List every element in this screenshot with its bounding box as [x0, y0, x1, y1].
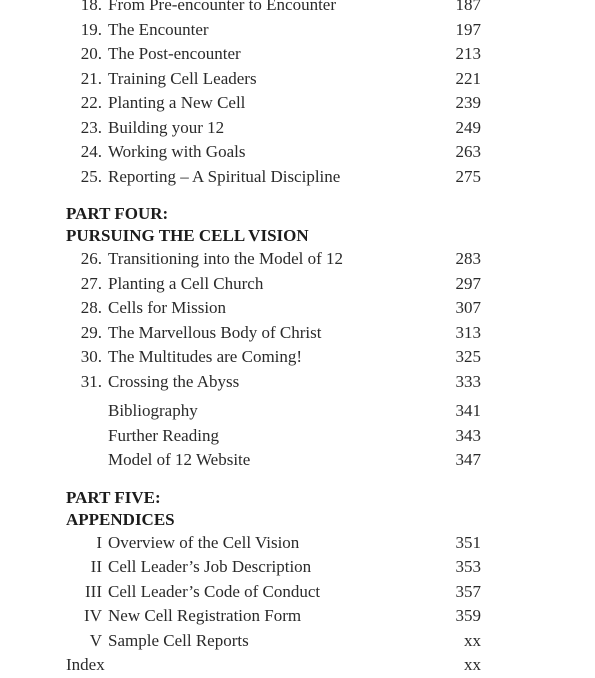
toc-entry[interactable] [66, 116, 486, 141]
page-number: 351 [455, 532, 481, 552]
page-number: 357 [455, 581, 481, 601]
toc-entry[interactable] [66, 0, 486, 18]
back-matter-title: Model of 12 Website [108, 450, 251, 469]
toc-entry[interactable] [66, 604, 486, 629]
toc-entry[interactable] [66, 555, 486, 580]
back-matter-title: Bibliography [108, 401, 198, 420]
page-number: xx [464, 630, 481, 650]
chapter-title: Working with Goals [108, 142, 246, 161]
chapter-number: 27. [80, 273, 102, 293]
toc-entry[interactable] [66, 424, 486, 449]
page-number: 325 [455, 347, 481, 366]
toc-entry[interactable] [66, 67, 486, 92]
chapter-number: 28. [80, 298, 102, 317]
toc-entry[interactable] [66, 247, 486, 272]
chapter-title: The Post-encounter [108, 44, 241, 63]
chapter-title: Transitioning into the Model of 12 [108, 249, 344, 268]
chapter-title: The Marvellous Body of Christ [108, 322, 322, 342]
chapter-title: Planting a New Cell [108, 93, 246, 112]
part-label: PART FIVE: [66, 487, 161, 507]
page-number: 263 [455, 142, 481, 161]
toc-entry[interactable] [66, 580, 486, 605]
page-number: 333 [455, 371, 481, 391]
toc-entry[interactable] [66, 629, 486, 654]
page-number: 239 [455, 93, 481, 112]
page-number: xx [464, 655, 481, 674]
toc-entry[interactable] [66, 531, 486, 556]
chapter-title: Crossing the Abyss [108, 371, 240, 391]
toc-entry[interactable] [66, 399, 486, 424]
appendix-title: Sample Cell Reports [108, 630, 249, 650]
chapter-number: 30. [80, 347, 102, 366]
appendix-number: III [85, 581, 102, 601]
chapter-number: 25. [80, 166, 102, 186]
chapter-title: Cells for Mission [108, 298, 227, 317]
toc-entry[interactable] [66, 272, 486, 297]
toc-entry[interactable] [66, 18, 486, 43]
chapter-number: 31. [80, 371, 102, 391]
toc-entry[interactable] [66, 653, 486, 678]
page-number: 341 [455, 401, 481, 420]
chapter-number: 26. [80, 249, 102, 268]
page-number: 197 [455, 19, 481, 39]
back-matter-title: Further Reading [108, 425, 219, 445]
appendix-title: Cell Leader’s Code of Conduct [108, 581, 321, 601]
page-number: 221 [455, 68, 481, 88]
table-of-contents [66, 0, 486, 678]
chapter-title: The Multitudes are Coming! [108, 347, 303, 366]
chapter-title: Reporting – A Spiritual Discipline [108, 166, 341, 186]
appendix-number: IV [84, 606, 102, 625]
page-number: 275 [455, 166, 481, 186]
toc-entry[interactable] [66, 345, 486, 370]
part-title: APPENDICES [66, 509, 175, 529]
page-number: 359 [455, 606, 481, 625]
page-number: 297 [455, 273, 481, 293]
toc-entry[interactable] [66, 448, 486, 473]
chapter-number: 22. [80, 93, 102, 112]
toc-entry[interactable] [66, 140, 486, 165]
appendix-title: Cell Leader’s Job Description [108, 557, 312, 576]
chapter-number: 18. [80, 0, 102, 14]
chapter-number: 29. [80, 322, 102, 342]
page-number: 343 [455, 425, 481, 445]
index-title: Index [66, 655, 105, 674]
part-label: PART FOUR: [66, 204, 169, 223]
appendix-number: I [96, 532, 102, 552]
page-number: 313 [455, 322, 481, 342]
page-number: 347 [455, 450, 481, 469]
page-number: 353 [455, 557, 481, 576]
toc-entry[interactable] [66, 296, 486, 321]
toc-entry[interactable] [66, 165, 486, 190]
appendix-title: New Cell Registration Form [108, 606, 302, 625]
chapter-number: 24. [80, 142, 102, 161]
chapter-number: 23. [80, 117, 102, 137]
page-number: 283 [455, 249, 481, 268]
appendix-number: V [89, 630, 102, 650]
toc-entry[interactable] [66, 370, 486, 395]
chapter-title: The Encounter [108, 19, 209, 39]
chapter-number: 20. [80, 44, 102, 63]
appendix-title: Overview of the Cell Vision [108, 532, 300, 552]
chapter-number: 21. [80, 68, 102, 88]
page-number: 187 [455, 0, 481, 14]
chapter-title: From Pre-encounter to Encounter [108, 0, 337, 14]
chapter-title: Training Cell Leaders [108, 68, 257, 88]
page-number: 213 [455, 44, 481, 63]
part-title: PURSUING THE CELL VISION [66, 226, 309, 245]
chapter-number: 19. [80, 19, 102, 39]
chapter-title: Building your 12 [108, 117, 225, 137]
page-number: 249 [455, 117, 481, 137]
toc-entry[interactable] [66, 321, 486, 346]
toc-entry[interactable] [66, 91, 486, 116]
toc-entry[interactable] [66, 42, 486, 67]
page-number: 307 [455, 298, 481, 317]
chapter-title: Planting a Cell Church [108, 273, 264, 293]
appendix-number: II [90, 557, 102, 576]
